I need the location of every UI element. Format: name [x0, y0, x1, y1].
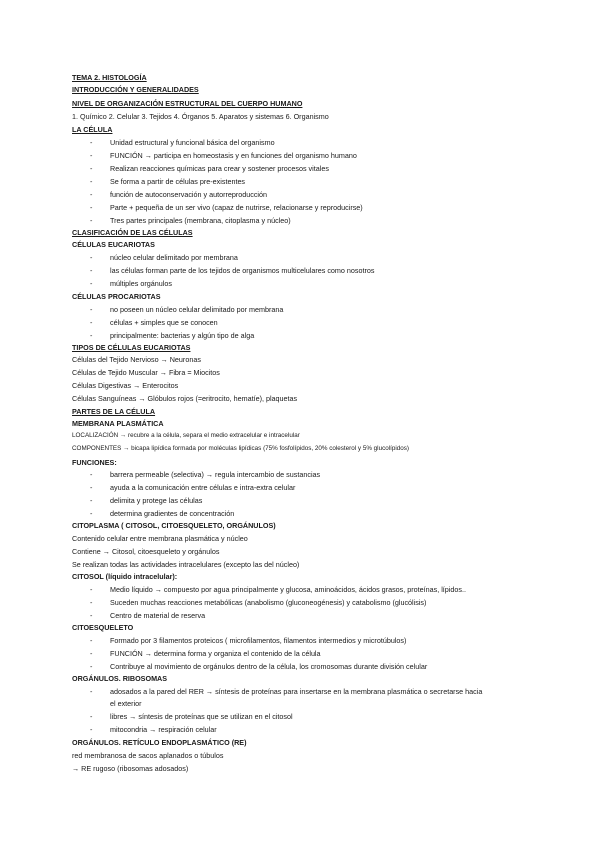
citosol-item: Centro de material de reserva [110, 611, 206, 620]
heading-membrana: MEMBRANA PLASMÁTICA [72, 419, 164, 428]
bullet-mark: - [90, 725, 93, 734]
bullet-mark: - [90, 279, 93, 288]
bullet-mark: - [90, 483, 93, 492]
section-tipos: TIPOS DE CÉLULAS EUCARIOTAS [72, 343, 191, 352]
funciones-item: barrera permeable (selectiva) → regula intercambio de sustancias [110, 470, 321, 479]
bullet-mark: - [90, 318, 93, 327]
procariotas-item: principalmente: bacterias y algún tipo de alga [110, 331, 255, 340]
citosol-item: Suceden muchas reacciones metabólicas (anabolismo (gluconeogénesis) y catabolismo (glucólisis) [110, 598, 427, 607]
componentes-line: COMPONENTES → bicapa lipídica formada por moléculas lipídicas (75% fosfolípidos, 20% colesterol y 5% glucolípidos) [72, 445, 410, 452]
tipos-line: Células Digestivas → Enterocitos [72, 381, 179, 390]
bullet-mark: - [90, 496, 93, 505]
bullet-mark: - [90, 712, 93, 721]
bullet-mark: - [90, 598, 93, 607]
bullet-mark: - [90, 190, 93, 199]
bullet-mark: - [90, 636, 93, 645]
funciones-item: determina gradientes de concentración [110, 509, 235, 518]
heading-citoplasma: CITOPLASMA ( CITOSOL, CITOESQUELETO, ORGÁNULOS) [72, 521, 276, 530]
bullet-mark: - [90, 305, 93, 314]
citoplasma-line: Contenido celular entre membrana plasmática y núcleo [72, 534, 248, 543]
bullet-mark: - [90, 164, 93, 173]
ribosomas-item: adosados a la pared del RER → síntesis de proteínas para insertarse en la membrana plasmática o secretarse hacia [110, 687, 483, 696]
citoplasma-line: Contiene → Citosol, citoesqueleto y orgánulos [72, 547, 220, 556]
section-nivel: NIVEL DE ORGANIZACIÓN ESTRUCTURAL DEL CUERPO HUMANO [72, 99, 303, 108]
celula-item: Se forma a partir de células pre-existentes [110, 177, 246, 186]
bullet-mark: - [90, 216, 93, 225]
bullet-mark: - [90, 649, 93, 658]
bullet-mark: - [90, 585, 93, 594]
niveles-line: 1. Químico 2. Celular 3. Tejidos 4. Órganos 5. Aparatos y sistemas 6. Organismo [72, 112, 329, 121]
section-celula: LA CÉLULA [72, 125, 113, 134]
procariotas-item: células + simples que se conocen [110, 318, 218, 327]
heading-citosol: CITOSOL (líquido intracelular): [72, 572, 178, 581]
localizacion-line: LOCALIZACIÓN → recubre a la célula, separa el medio extracelular e intracelular [72, 432, 300, 439]
celula-item: FUNCIÓN → participa en homeostasis y en funciones del organismo humano [110, 151, 357, 160]
bullet-mark: - [90, 266, 93, 275]
bullet-mark: - [90, 138, 93, 147]
celula-item: Parte + pequeña de un ser vivo (capaz de nutrirse, relacionarse y reproducirse) [110, 203, 363, 212]
section-intro: INTRODUCCIÓN Y GENERALIDADES [72, 85, 199, 94]
tipos-line: Células de Tejido Muscular → Fibra = Miocitos [72, 368, 220, 377]
heading-citoesqueleto: CITOESQUELETO [72, 623, 134, 632]
bullet-mark: - [90, 151, 93, 160]
ribosomas-item: mitocondria → respiración celular [110, 725, 217, 734]
heading-funciones: FUNCIONES: [72, 458, 117, 467]
doc-title: TEMA 2. HISTOLOGÍA [72, 73, 147, 82]
section-clasificacion: CLASIFICACIÓN DE LAS CÉLULAS [72, 228, 193, 237]
celula-item: Tres partes principales (membrana, citoplasma y núcleo) [110, 216, 291, 225]
citoplasma-line: Se realizan todas las actividades intracelulares (excepto las del núcleo) [72, 560, 300, 569]
citoesqueleto-item: Formado por 3 filamentos proteicos ( microfilamentos, filamentos intermedios y microtúbulos) [110, 636, 407, 645]
eucariotas-item: núcleo celular delimitado por membrana [110, 253, 238, 262]
celula-item: función de autoconservación y autorreproducción [110, 190, 268, 199]
heading-eucariotas: CÉLULAS EUCARIOTAS [72, 240, 155, 249]
bullet-mark: - [90, 177, 93, 186]
reticulo-line: red membranosa de sacos aplanados o túbulos [72, 751, 224, 760]
celula-item: Unidad estructural y funcional básica del organismo [110, 138, 275, 147]
ribosomas-item-continuation: el exterior [110, 699, 142, 708]
eucariotas-item: múltiples orgánulos [110, 279, 172, 288]
bullet-mark: - [90, 611, 93, 620]
section-partes: PARTES DE LA CÉLULA [72, 407, 156, 416]
reticulo-line: → RE rugoso (ribosomas adosados) [72, 764, 189, 773]
bullet-mark: - [90, 331, 93, 340]
citoesqueleto-item: FUNCIÓN → determina forma y organiza el contenido de la célula [110, 649, 321, 658]
procariotas-item: no poseen un núcleo celular delimitado por membrana [110, 305, 284, 314]
tipos-line: Células Sanguíneas → Glóbulos rojos (=eritrocito, hematíe), plaquetas [72, 394, 298, 403]
citosol-item: Medio líquido → compuesto por agua principalmente y glucosa, aminoácidos, ácidos grasos, proteínas, lípidos.. [110, 585, 466, 594]
bullet-mark: - [90, 253, 93, 262]
heading-reticulo: ORGÁNULOS. RETÍCULO ENDOPLASMÁTICO (RE) [72, 738, 247, 747]
bullet-mark: - [90, 470, 93, 479]
heading-procariotas: CÉLULAS PROCARIOTAS [72, 292, 161, 301]
ribosomas-item: libres → síntesis de proteínas que se utilizan en el citosol [110, 712, 293, 721]
bullet-mark: - [90, 662, 93, 671]
eucariotas-item: las células forman parte de los tejidos de organismos multicelulares como nosotros [110, 266, 375, 275]
funciones-item: ayuda a la comunicación entre células e intra-extra celular [110, 483, 296, 492]
funciones-item: delimita y protege las células [110, 496, 203, 505]
bullet-mark: - [90, 687, 93, 696]
celula-item: Realizan reacciones químicas para crear y sostener procesos vitales [110, 164, 329, 173]
heading-ribosomas: ORGÁNULOS. RIBOSOMAS [72, 674, 168, 683]
citoesqueleto-item: Contribuye al movimiento de orgánulos dentro de la célula, los cromosomas durante división celular [110, 662, 428, 671]
tipos-line: Células del Tejido Nervioso → Neuronas [72, 355, 201, 364]
bullet-mark: - [90, 203, 93, 212]
bullet-mark: - [90, 509, 93, 518]
